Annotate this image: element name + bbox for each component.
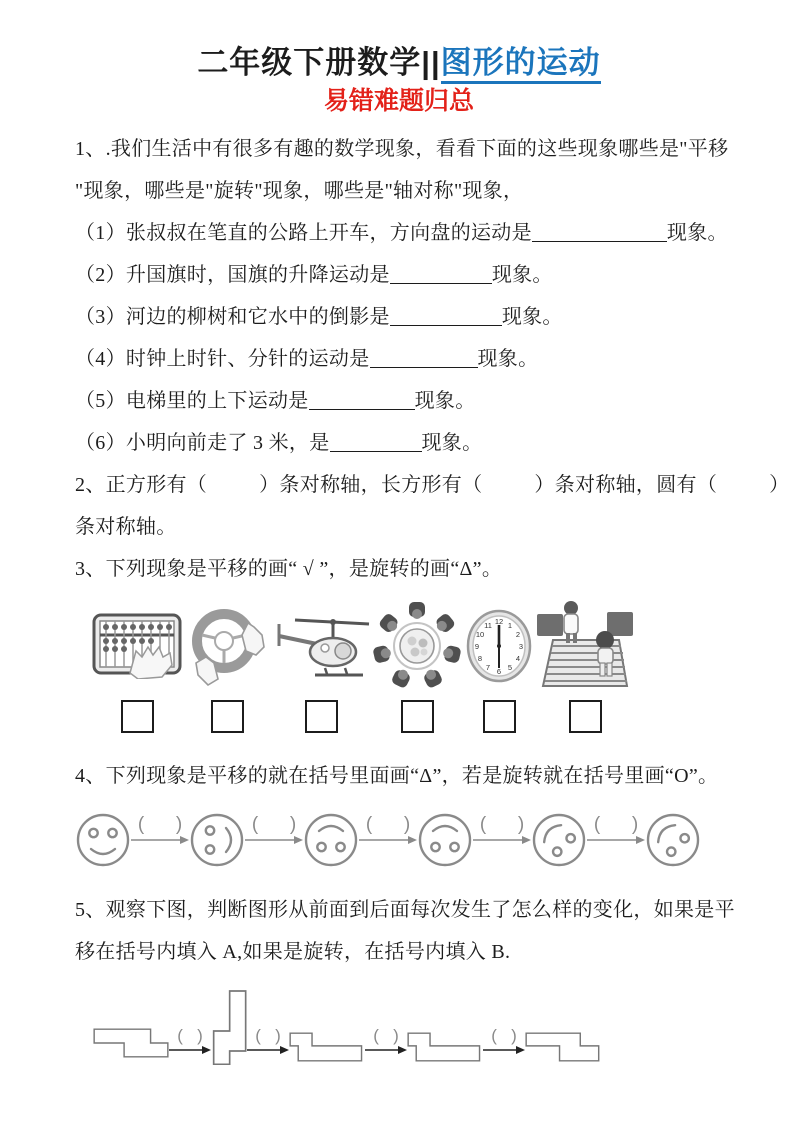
answer-blank[interactable]	[390, 306, 502, 326]
page-subtitle: 易错难题归总	[323, 86, 474, 115]
picture-spinning-ride	[371, 600, 463, 692]
q2-line1: 2、正方形有（ ）条对称轴，长方形有（ ）条对称轴，圆有（ ）	[75, 473, 790, 496]
answer-checkbox[interactable]	[121, 700, 154, 733]
motion-answer-slot[interactable]: ( )	[483, 1027, 525, 1055]
svg-text:4: 4	[515, 653, 521, 663]
q1-item-1: （1）张叔叔在笔直的公路上开车，方向盘的运动是 现象。	[75, 221, 728, 244]
svg-text:12: 12	[494, 616, 504, 626]
svg-text:11: 11	[484, 620, 492, 630]
rotation-answer-slot[interactable]: ( )	[587, 815, 645, 845]
q4-text: 4、下列现象是平移的就在括号里面画“Δ”，若是旋转就在括号里画“O”。	[75, 764, 719, 787]
smiley-face-upside-down	[417, 812, 473, 868]
q1-item-2: （2）升国旗时，国旗的升降运动是 现象。	[75, 263, 553, 286]
svg-text:3: 3	[518, 641, 524, 651]
q3-text: 3、下列现象是平移的画“ √ ”，是旋转的画“Δ”。	[75, 557, 503, 580]
answer-checkbox[interactable]	[483, 700, 516, 733]
q1-item-4: （4）时钟上时针、分针的运动是 现象。	[75, 347, 539, 370]
q5-shape-row	[93, 989, 723, 1065]
answer-checkbox[interactable]	[211, 700, 244, 733]
svg-text:2: 2	[515, 629, 521, 639]
z-piece-horizontal	[93, 1027, 169, 1059]
svg-text:6: 6	[496, 666, 502, 676]
motion-answer-slot[interactable]: ( )	[169, 1027, 211, 1055]
clock-at-six-icon	[464, 605, 534, 687]
smiley-face-upside-down	[303, 812, 359, 868]
smiley-face-upright	[75, 812, 131, 868]
picture-escalator	[535, 600, 635, 692]
smiley-face-rotated-90	[189, 812, 245, 868]
q2-line2: 条对称轴。	[75, 515, 177, 538]
svg-text:9: 9	[474, 641, 480, 651]
answer-blank[interactable]	[390, 264, 492, 284]
picture-steering-wheel	[183, 605, 271, 687]
q4-smiley-row	[75, 805, 723, 875]
q3-checkbox-row	[91, 700, 723, 733]
answer-blank[interactable]	[330, 432, 422, 452]
arrow-right-icon	[483, 1045, 525, 1055]
q1-intro-line1: 1、.我们生活中有很多有趣的数学现象，看看下面的这些现象哪些是"平移	[75, 137, 729, 160]
picture-helicopter	[271, 610, 371, 682]
title-black-part: 二年级下册数学||	[197, 45, 441, 80]
motion-answer-slot[interactable]: ( )	[365, 1027, 407, 1055]
answer-blank[interactable]	[370, 348, 478, 368]
q1-item-3: （3）河边的柳树和它水中的倒影是 现象。	[75, 305, 563, 328]
arrow-right-icon	[131, 835, 189, 845]
q1-item-6: （6）小明向前走了 3 米，是 现象。	[75, 431, 483, 454]
answer-blank[interactable]	[309, 390, 415, 410]
motion-answer-slot[interactable]: ( )	[247, 1027, 289, 1055]
answer-checkbox[interactable]	[569, 700, 602, 733]
answer-checkbox[interactable]	[305, 700, 338, 733]
rotation-answer-slot[interactable]: ( )	[473, 815, 531, 845]
page-title	[75, 44, 723, 83]
svg-text:8: 8	[477, 653, 483, 663]
arrow-right-icon	[245, 835, 303, 845]
abacus-with-hand-icon	[92, 613, 182, 679]
z-piece-horizontal	[407, 1031, 483, 1063]
z-piece-vertical	[211, 989, 247, 1065]
arrow-right-icon	[247, 1045, 289, 1055]
answer-blank[interactable]	[532, 222, 667, 242]
picture-clock	[463, 605, 535, 687]
picture-abacus	[91, 613, 183, 679]
z-piece-horizontal	[525, 1031, 601, 1063]
svg-text:10: 10	[475, 629, 485, 639]
spinning-ride-icon	[371, 600, 463, 692]
q3-picture-row	[91, 598, 723, 694]
steering-wheel-with-hands-icon	[184, 605, 270, 687]
q1-item-5: （5）电梯里的上下运动是 现象。	[75, 389, 476, 412]
z-piece-horizontal	[289, 1031, 365, 1063]
title-blue-part: 图形的运动	[441, 45, 601, 84]
q5-text-line2: 移在括号内填入 A,如果是旋转，在括号内填入 B.	[75, 940, 511, 963]
arrow-right-icon	[365, 1045, 407, 1055]
smiley-face-rotated-135	[633, 800, 712, 879]
arrow-right-icon	[359, 835, 417, 845]
q5-text-line1: 5、观察下图，判断图形从前面到后面每次发生了怎么样的变化，如果是平	[75, 898, 735, 921]
helicopter-icon	[271, 610, 371, 682]
svg-text:5: 5	[507, 662, 513, 672]
arrow-right-icon	[169, 1045, 211, 1055]
rotation-answer-slot[interactable]: ( )	[359, 815, 417, 845]
escalator-with-children-icon	[535, 600, 635, 692]
rotation-answer-slot[interactable]: ( )	[245, 815, 303, 845]
svg-text:7: 7	[485, 662, 491, 672]
rotation-answer-slot[interactable]: ( )	[131, 815, 189, 845]
answer-checkbox[interactable]	[401, 700, 434, 733]
q1-intro-line2: "现象，哪些是"旋转"现象，哪些是"轴对称"现象，	[75, 179, 524, 202]
svg-text:1: 1	[507, 620, 513, 630]
